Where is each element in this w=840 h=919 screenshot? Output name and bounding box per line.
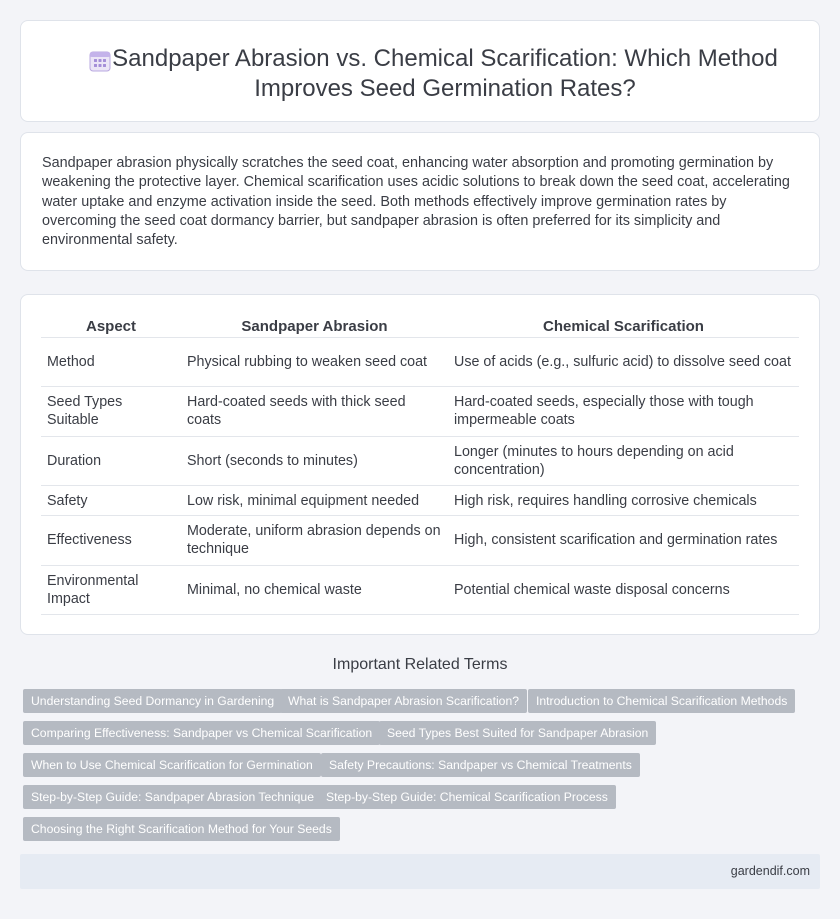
cell-aspect: Safety <box>41 486 181 516</box>
cell-aspect: Method <box>41 337 181 387</box>
cell-sandpaper: Moderate, uniform abrasion depends on technique <box>181 516 448 566</box>
cell-aspect: Duration <box>41 436 181 486</box>
cell-chemical: Potential chemical waste disposal concerns <box>448 565 799 615</box>
title-card <box>20 20 820 122</box>
cell-aspect: Effectiveness <box>41 516 181 566</box>
cell-sandpaper: Hard-coated seeds with thick seed coats <box>181 387 448 437</box>
related-term-link[interactable]: Safety Precautions: Sandpaper vs Chemical Treatments <box>321 753 640 777</box>
cell-sandpaper: Low risk, minimal equipment needed <box>181 486 448 516</box>
related-term-link[interactable]: Step-by-Step Guide: Chemical Scarification Process <box>318 785 616 809</box>
table-row <box>41 337 799 387</box>
cell-chemical: Hard-coated seeds, especially those with tough impermeable coats <box>448 387 799 437</box>
related-term-link[interactable]: Comparing Effectiveness: Sandpaper vs Chemical Scarification <box>23 721 380 745</box>
cell-chemical: Use of acids (e.g., sulfuric acid) to dissolve seed coat <box>448 337 799 387</box>
cell-chemical: High risk, requires handling corrosive chemicals <box>448 486 799 516</box>
table-row <box>41 436 799 486</box>
cell-aspect: Seed Types Suitable <box>41 387 181 437</box>
page-title: Sandpaper Abrasion vs. Chemical Scarification: Which Method Improves Seed Germination Rates? <box>112 45 778 102</box>
cell-sandpaper: Short (seconds to minutes) <box>181 436 448 486</box>
related-term-link[interactable]: Step-by-Step Guide: Sandpaper Abrasion Technique <box>23 785 322 809</box>
table-row <box>41 387 799 437</box>
cell-sandpaper: Physical rubbing to weaken seed coat <box>181 337 448 387</box>
table-row <box>41 486 799 516</box>
comparison-table <box>41 311 799 615</box>
cell-chemical: Longer (minutes to hours depending on acid concentration) <box>448 436 799 486</box>
table-header-row <box>41 311 799 337</box>
footer-site-name: gardendif.com <box>730 864 810 878</box>
header-sandpaper: Sandpaper Abrasion <box>181 311 448 337</box>
related-term-link[interactable]: Seed Types Best Suited for Sandpaper Abrasion <box>379 721 656 745</box>
header-chemical: Chemical Scarification <box>448 311 799 337</box>
cell-aspect: Environmental Impact <box>41 565 181 615</box>
related-term-link[interactable]: When to Use Chemical Scarification for Germination <box>23 753 321 777</box>
related-term-link[interactable]: Choosing the Right Scarification Method for Your Seeds <box>23 817 340 841</box>
related-term-link[interactable]: Understanding Seed Dormancy in Gardening <box>23 689 282 713</box>
footer <box>20 854 820 889</box>
cell-chemical: High, consistent scarification and germination rates <box>448 516 799 566</box>
comparison-table-card <box>20 294 820 635</box>
table-row <box>41 565 799 615</box>
related-terms-title: Important Related Terms <box>332 656 508 673</box>
cell-sandpaper: Minimal, no chemical waste <box>181 565 448 615</box>
intro-card <box>20 132 820 271</box>
header-aspect: Aspect <box>41 311 181 337</box>
table-row <box>41 516 799 566</box>
related-term-link[interactable]: Introduction to Chemical Scarification Methods <box>528 689 795 713</box>
intro-paragraph: Sandpaper abrasion physically scratches the seed coat, enhancing water absorption and promoting germination by weakening the protective layer. Chemical scarification uses acidic solutions to break down the seed coat, accelerating water uptake and enzyme activation inside the seed. Both methods effectively improve germination rates by overcoming the seed coat dormancy barrier, but sandpaper abrasion is often preferred for its simplicity and environmental safety. <box>42 155 790 249</box>
related-term-link[interactable]: What is Sandpaper Abrasion Scarification? <box>280 689 527 713</box>
